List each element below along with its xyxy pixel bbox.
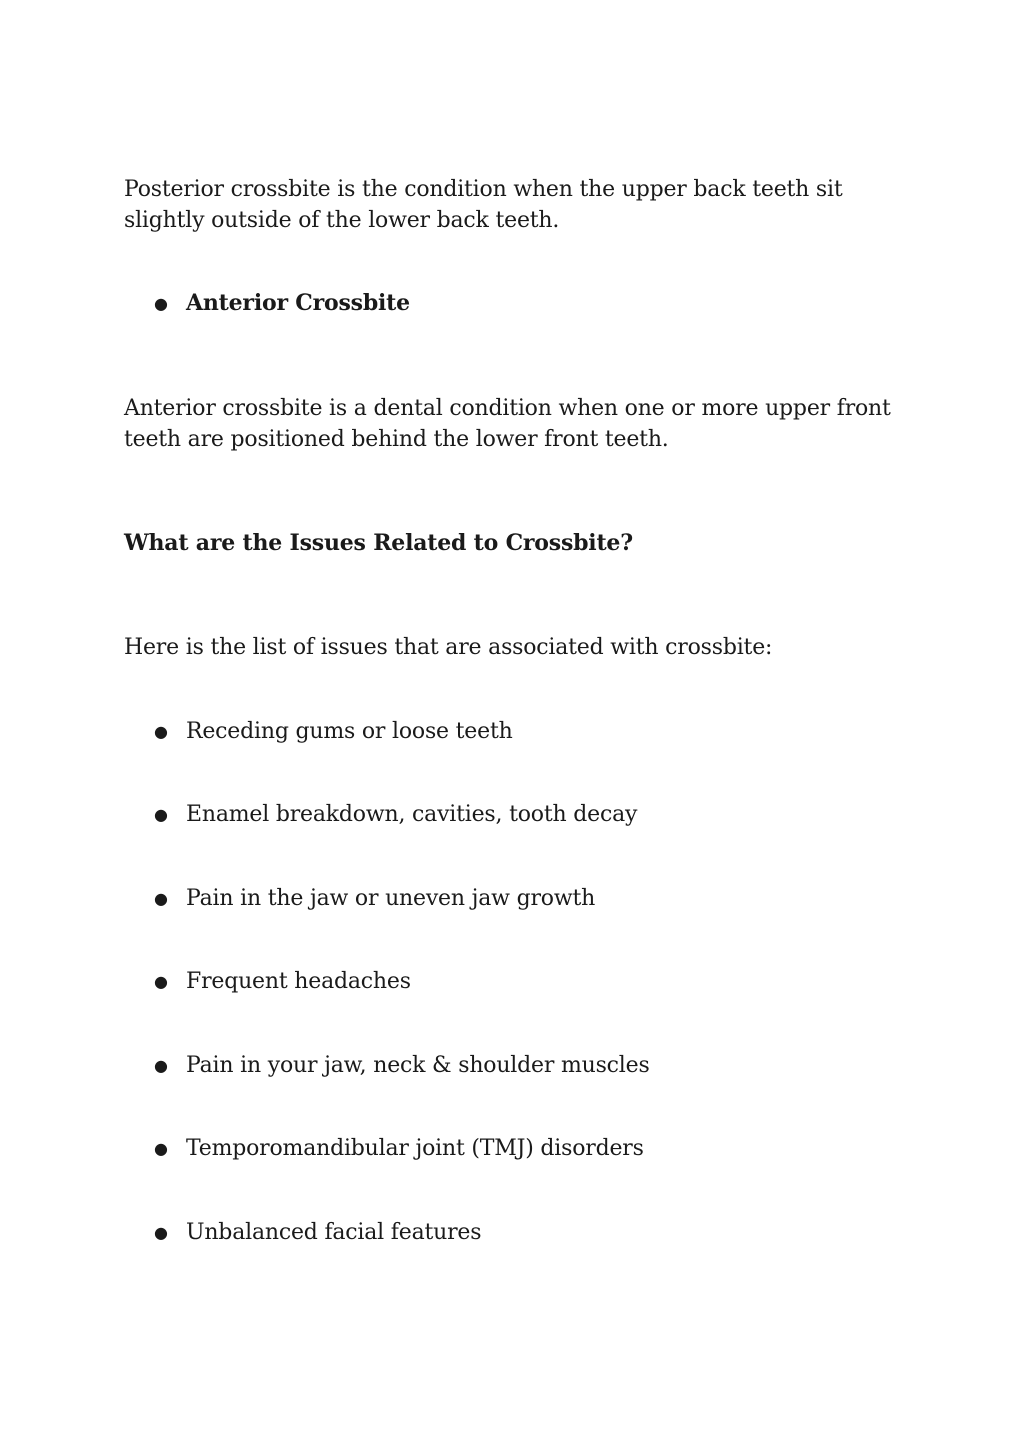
bullet-dot-icon: ●: [154, 1223, 168, 1242]
list-item-text: Receding gums or loose teeth: [186, 719, 513, 744]
bullet-dot-icon: ●: [154, 1056, 168, 1075]
list-item-text: Temporomandibular joint (TMJ) disorders: [186, 1136, 644, 1161]
list-item-text: Unbalanced facial features: [186, 1220, 482, 1245]
posterior-crossbite-paragraph: Posterior crossbite is the condition when the upper back teeth sit slightly outside of the lower back teeth.: [124, 177, 843, 233]
bullet-dot-icon: ●: [154, 294, 168, 313]
bullet-dot-icon: ●: [154, 722, 168, 741]
list-item-text: Frequent headaches: [186, 969, 411, 994]
list-item: [154, 883, 914, 914]
anterior-crossbite-heading: Anterior Crossbite: [186, 290, 410, 316]
list-item: [154, 1133, 914, 1164]
bullet-dot-icon: ●: [154, 1139, 168, 1158]
list-item: [154, 966, 914, 997]
list-item: [154, 716, 914, 747]
list-item-text: Pain in the jaw or uneven jaw growth: [186, 886, 596, 911]
anterior-crossbite-paragraph: Anterior crossbite is a dental condition when one or more upper front teeth are positioned behind the lower front teeth.: [124, 396, 891, 452]
list-item-text: Pain in your jaw, neck & shoulder muscles: [186, 1053, 650, 1078]
issues-section-heading: What are the Issues Related to Crossbite?: [124, 530, 633, 556]
list-item: [154, 1050, 914, 1081]
bullet-dot-icon: ●: [154, 889, 168, 908]
list-item: [154, 1217, 914, 1248]
bullet-dot-icon: ●: [154, 972, 168, 991]
anterior-crossbite-bullet: [154, 288, 914, 319]
list-item-text: Enamel breakdown, cavities, tooth decay: [186, 802, 638, 827]
bullet-dot-icon: ●: [154, 805, 168, 824]
list-item: [154, 799, 914, 830]
issues-intro-paragraph: Here is the list of issues that are associated with crossbite:: [124, 635, 773, 660]
